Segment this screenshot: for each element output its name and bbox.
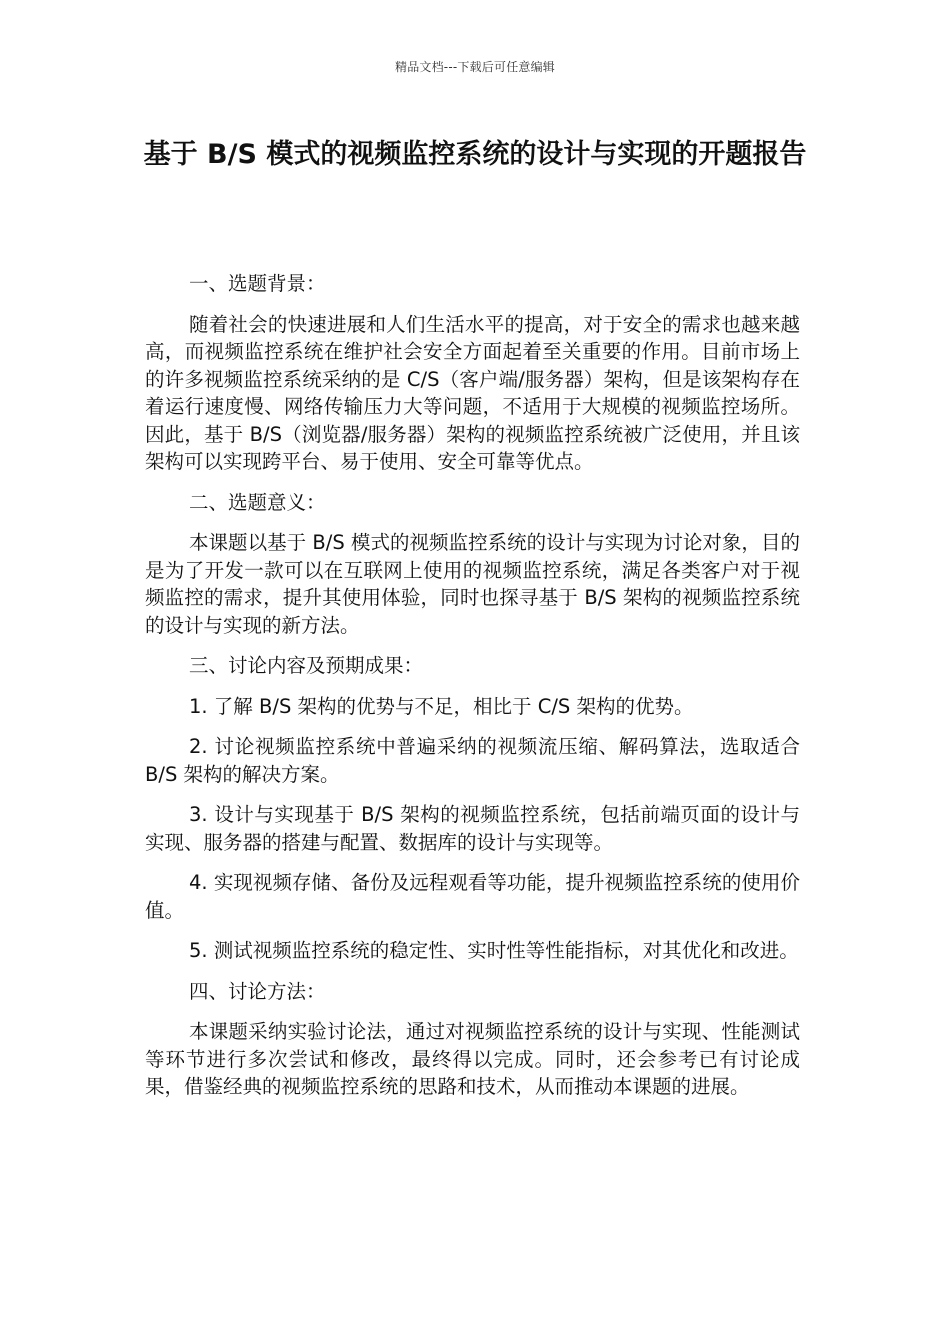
document-body: [145, 270, 800, 1114]
section-heading-content: 三、讨论内容及预期成果：: [189, 654, 424, 677]
paragraph-background: 随着社会的快速进展和人们生活水平的提高，对于安全的需求也越来越高，而视频监控系统在维护社会安全方面起着至关重要的作用。目前市场上的许多视频监控系统采纳的是 C/S（客户端/服务器）架构，但是该架构存在着运行速度慢、网络传输压力大等问题，不适用于大规模的视频监控场所。因此，基于 B/S（浏览器/服务器）架构的视频监控系统被广泛使用，并且该架构可以实现跨平台、易于使用、安全可靠等优点。: [145, 312, 800, 473]
section-heading-method: 四、讨论方法：: [189, 979, 326, 1003]
paragraph-significance: 本课题以基于 B/S 模式的视频监控系统的设计与实现为讨论对象，目的是为了开发一款可以在互联网上使用的视频监控系统，满足各类客户对于视频监控的需求，提升其使用体验，同时也探寻基于 B/S 架构的视频监控系统的设计与实现的新方法。: [145, 531, 800, 637]
document-title: 基于 B/S 模式的视频监控系统的设计与实现的开题报告: [143, 139, 807, 170]
list-item: 1. 了解 B/S 架构的优势与不足，相比于 C/S 架构的优势。: [189, 694, 694, 718]
list-item: 2. 讨论视频监控系统中普遍采纳的视频流压缩、解码算法，选取适合 B/S 架构的解决方案。: [145, 735, 800, 786]
header-note: 精品文档---下载后可任意编辑: [395, 60, 555, 74]
section-heading-background: 一、选题背景：: [189, 272, 326, 295]
list-item: 3. 设计与实现基于 B/S 架构的视频监控系统，包括前端页面的设计与实现、服务器的搭建与配置、数据库的设计与实现等。: [145, 803, 800, 854]
list-item: 4. 实现视频存储、备份及远程观看等功能，提升视频监控系统的使用价值。: [145, 871, 800, 922]
list-item: 5. 测试视频监控系统的稳定性、实时性等性能指标，对其优化和改进。: [189, 939, 799, 962]
paragraph-method: 本课题采纳实验讨论法，通过对视频监控系统的设计与实现、性能测试等环节进行多次尝试和修改，最终得以完成。同时，还会参考已有讨论成果，借鉴经典的视频监控系统的思路和技术，从而推动本课题的进展。: [145, 1020, 800, 1098]
section-heading-significance: 二、选题意义：: [189, 490, 326, 514]
